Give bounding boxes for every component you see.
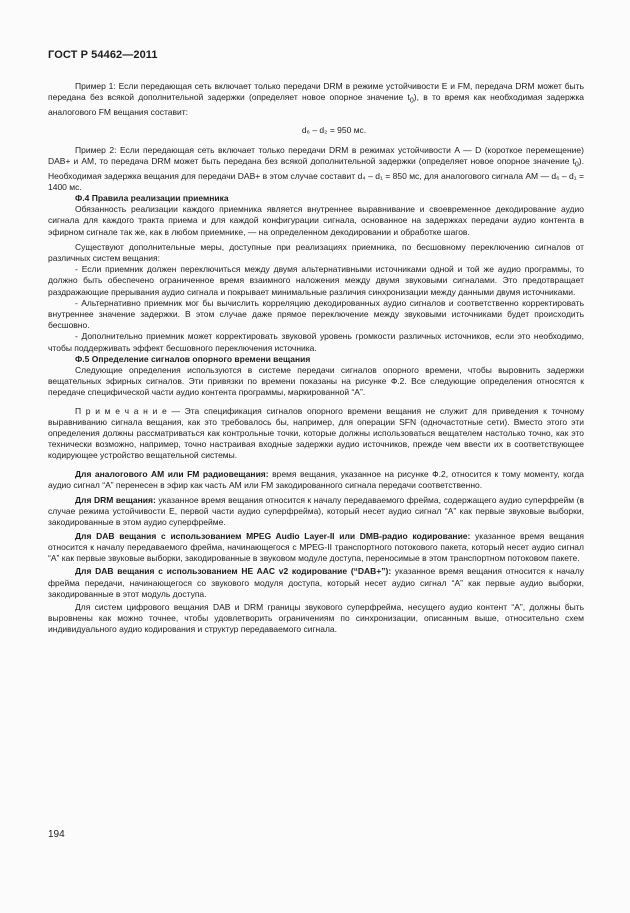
- formula-1: d₆ – d₂ = 950 мс.: [301, 125, 367, 136]
- definition-dab: Для DAB вещания с использованием MPEG Audio Layer-II или DMB-радио кодирование: указанное время вещания относится к началу передаваемого фрейма, начинающегося с MPEG-II транспортного потокового пакета, который несет аудио сигнал “A” как первые звуковые выборки, закодированные в звуковом модуле доступа, переносимые в этом транспортном потоковом пакете.: [48, 530, 584, 564]
- final-paragraph: Для систем цифрового вещания DAB и DRM границы звукового суперфрейма, несущего аудио контент “A”, должны быть выровнены как можно точнее, чтобы удовлетворить ограничениям по синхронизации, описанным выше, относительно схем индивидуального аудио кодирования и структур передаваемого сигнала.: [48, 601, 584, 635]
- section-heading-f4: Ф.4 Правила реализации приемника: [75, 193, 229, 203]
- definition-dab-plus: Для DAB вещания с использованием HE AAC v2 кодирование (“DAB+”): указанное время вещания относится к началу фрейма передачи, начинающегося со звукового модуля доступа, который несет аудио сигнал “A” как первые аудио выборки, закодированные в этот модуль доступа.: [48, 566, 584, 599]
- example-2: Пример 2: Если передающая сеть включает только передачи DRM в режимах устойчивости A — D (короткое перемещение) DAB+ и AM, то передача DRM может быть передана без всякой дополнительной задержки (определяет новое опорное значение $t_0$). Необходимая задержка вещания для передачи DAB+ в этом случае составит d₄ – d₁ = 850 мс, для аналогового сигнала AM — d₆ – d₁ = 1400 мс.: [48, 144, 584, 192]
- paragraph: Существуют дополнительные меры, доступные при реализациях приемника, по бесшовному переключению сигналов от различных систем вещания:: [48, 241, 584, 264]
- example-1: Пример 1: Если передающая сеть включает только передачи DRM в режиме устойчивости E и FM, передача DRM может быть передана без всякой дополнительной задержки (определяет новое опорное значение $t_0$), в то время как необходимая задержка аналогового FM вещания составит:: [48, 81, 584, 118]
- note-label: П р и м е ч а н и е: [75, 405, 167, 416]
- page-body: [48, 81, 584, 636]
- bullet-item: - Альтернативно приемник мог бы вычислить корреляцию декодированных аудио сигналов и соответственно корректировать внутреннее значение задержки. В этом случае даже прямое переключение между звуковыми источниками будет происходить бесшовно.: [48, 297, 584, 331]
- note: П р и м е ч а н и е — Эта спецификация сигналов опорного времени вещания не служит для приведения к точному выравниванию сигнала вещания, как это требовалось бы, например, для операции SFN (одночастотные сети). Вместо этого эти определения должны рассматриваться как контрольные точки, которые должны использоваться вещателем настолько точно, как это технически возможно, например, точно настраивая входные задержки аудио источников, прежде чем ввести их в соответствующее кодирующее устройство вещательной системы.: [48, 405, 584, 461]
- paragraph: Обязанность реализации каждого приемника является внутреннее выравнивание и своевременное декодирование аудио сигнала для каждого тракта приема и для каждой конфигурации сигнала, основанное на задержках передачи аудио контента в эфирном сигнале так же, как в любом приемнике, — на определенном декодировании и обработке шагов.: [48, 204, 584, 237]
- definition-drm: Для DRM вещания: указанное время вещания относится к началу передаваемого фрейма, содержащего аудио суперфрейм (в случае режима устойчивости E, первой части аудио суперфрейма), который несет аудио сигнал “A” как первые звуковые выборки, закодированные в этом аудио суперфрейме.: [48, 495, 584, 528]
- section-heading-f5: Ф.5 Определение сигналов опорного времени вещания: [75, 353, 311, 364]
- bullet-item: - Дополнительно приемник может корректировать звуковой уровень громкости различных источников, если это необходимо, чтобы поддерживать эффект бесшовного переключения источника.: [48, 331, 584, 353]
- standard-header: ГОСТ Р 54462—2011: [48, 49, 158, 61]
- definition-am-fm: Для аналогового AM или FM радиовещания: время вещания, указанное на рисунке Ф.2, относится к тому моменту, когда аудио сигнал “A” перенесен в эфир как часть AM или FM закодированного сигнала передачи соответственно.: [48, 468, 585, 490]
- page-number: 194: [48, 829, 65, 840]
- paragraph: Следующие определения используются в системе передачи сигналов опорного времени, чтобы выровнить задержки вещательных эфирных сигналов. Эти привязки по времени показаны на рисунке Ф.2. Все следующие определения относятся к передаче специфической части аудио контента программы, маркированной “A”.: [48, 365, 584, 398]
- bullet-item: - Если приемник должен переключиться между двумя альтернативными источниками одной и той же аудио программы, то должно быть обеспечено ограниченное время взаимного наложения между двумя звуковыми сигналами. Это предотвращает раздражающие прерывания аудио сигнала и покрывает минимальные различия синхронизации между данными двумя источниками.: [48, 264, 584, 297]
